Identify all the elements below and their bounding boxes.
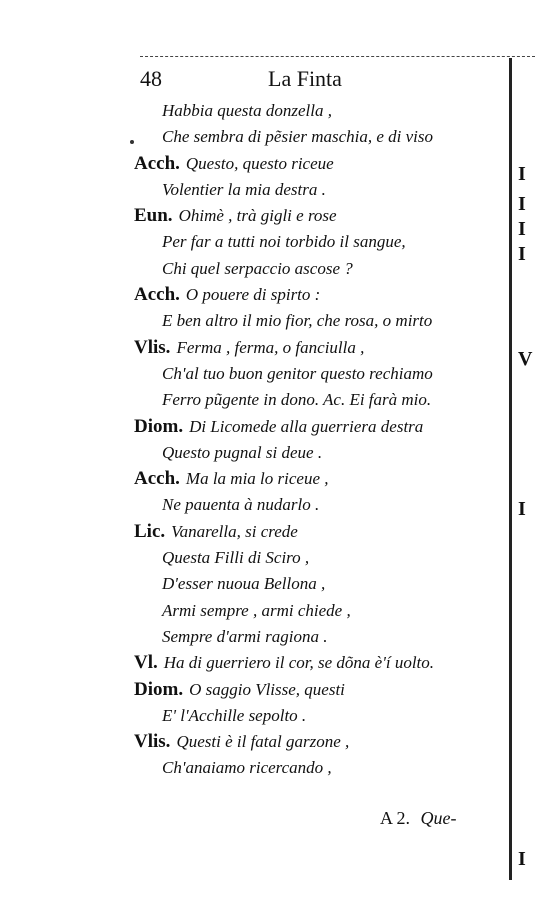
speaker-name: Acch. [134,152,180,174]
speaker-name: Lic. [134,520,166,542]
line-text: Che sembra di pẽsier maschia, e di viso [162,127,434,147]
verse-line [0,229,510,255]
facing-page-letter: I [518,193,526,215]
speech-line [0,335,510,361]
speech-line [0,466,510,492]
line-text: Sempre d'armi ragiona . [162,626,328,646]
facing-page-edge [514,58,535,888]
running-title: La Finta [268,66,342,91]
verse-body [0,98,510,782]
verse-line [0,624,510,650]
catchword-line [380,808,457,829]
speaker-name: Vlis. [134,731,171,753]
speaker-name: Diom. [134,678,184,700]
page-number: 48 [140,66,162,91]
line-text: Volentier la mia destra . [162,179,326,199]
line-text: Ch'anaiamo ricercando , [162,758,332,778]
speaker-name: Acch. [134,468,180,490]
line-text: Chi quel serpaccio ascose ? [162,258,353,278]
speaker-name: Vlis. [134,336,171,358]
line-text: Questo pugnal si deue . [162,442,323,462]
verse-line [0,98,510,124]
line-text: D'esser nuoua Bellona , [162,574,326,594]
speech-line [0,282,510,308]
speaker-name: Diom. [134,415,184,437]
line-text: E ben altro il mio fior, che rosa, o mirto [162,311,433,331]
verse-line [0,755,510,781]
line-text: Questi è il fatal garzone , [176,732,350,752]
verse-line [0,308,510,334]
verse-line [0,440,510,466]
verse-line [0,124,510,150]
facing-page-letter: V [518,348,533,370]
speech-line [0,519,510,545]
line-text: Armi sempre , armi chiede , [162,600,351,620]
speech-line [0,729,510,755]
line-text: Ma la mia lo riceue , [185,469,329,489]
line-text: O pouere di spirto : [185,285,321,305]
facing-page-letter: I [518,218,526,240]
verse-line [0,177,510,203]
verse-line [0,492,510,518]
line-text: Habbia questa donzella , [162,101,332,120]
verse-line [0,387,510,413]
verse-line [0,545,510,571]
speech-line [0,677,510,703]
line-text: Questo, questo riceue [185,153,334,173]
line-text: Ferma , ferma, o fanciulla , [176,337,365,357]
ink-speck [130,140,134,144]
top-rule [140,56,535,58]
signature-mark: A 2. [380,808,411,828]
line-text: Ch'al tuo buon genitor questo rechiamo [162,363,433,383]
line-text: Ha di guerriero il cor, se dõna è'í uolto. [163,653,435,673]
facing-page-letter: I [518,848,526,870]
speech-line [0,650,510,676]
line-text: O saggio Vlisse, questi [189,679,345,699]
verse-line [0,703,510,729]
speech-line [0,151,510,177]
verse-line [0,256,510,282]
line-text: Di Licomede alla guerriera destra [189,416,424,436]
speech-line [0,203,510,229]
speaker-name: Vl. [134,652,158,674]
line-text: Ferro pũgente in dono. Ac. Ei farà mio. [162,390,432,410]
catchword: Que- [420,808,457,828]
line-text: Per far a tutti noi torbido il sangue, [162,232,406,252]
line-text: Ne pauenta à nudarlo . [162,495,320,515]
facing-page-letter: I [518,498,526,520]
speech-line [0,414,510,440]
verse-line [0,571,510,597]
facing-page-letter: I [518,163,526,185]
verse-line [0,598,510,624]
facing-page-letter: I [518,243,526,265]
line-text: Questa Filli di Sciro , [162,548,310,568]
line-text: Ohimè , trà gigli e rose [178,206,337,226]
speaker-name: Eun. [134,205,173,227]
line-text: E' l'Acchille sepolto . [162,705,307,725]
gutter-edge [509,58,512,880]
speaker-name: Acch. [134,284,180,306]
line-text: Vanarella, si crede [171,521,298,541]
verse-line [0,361,510,387]
